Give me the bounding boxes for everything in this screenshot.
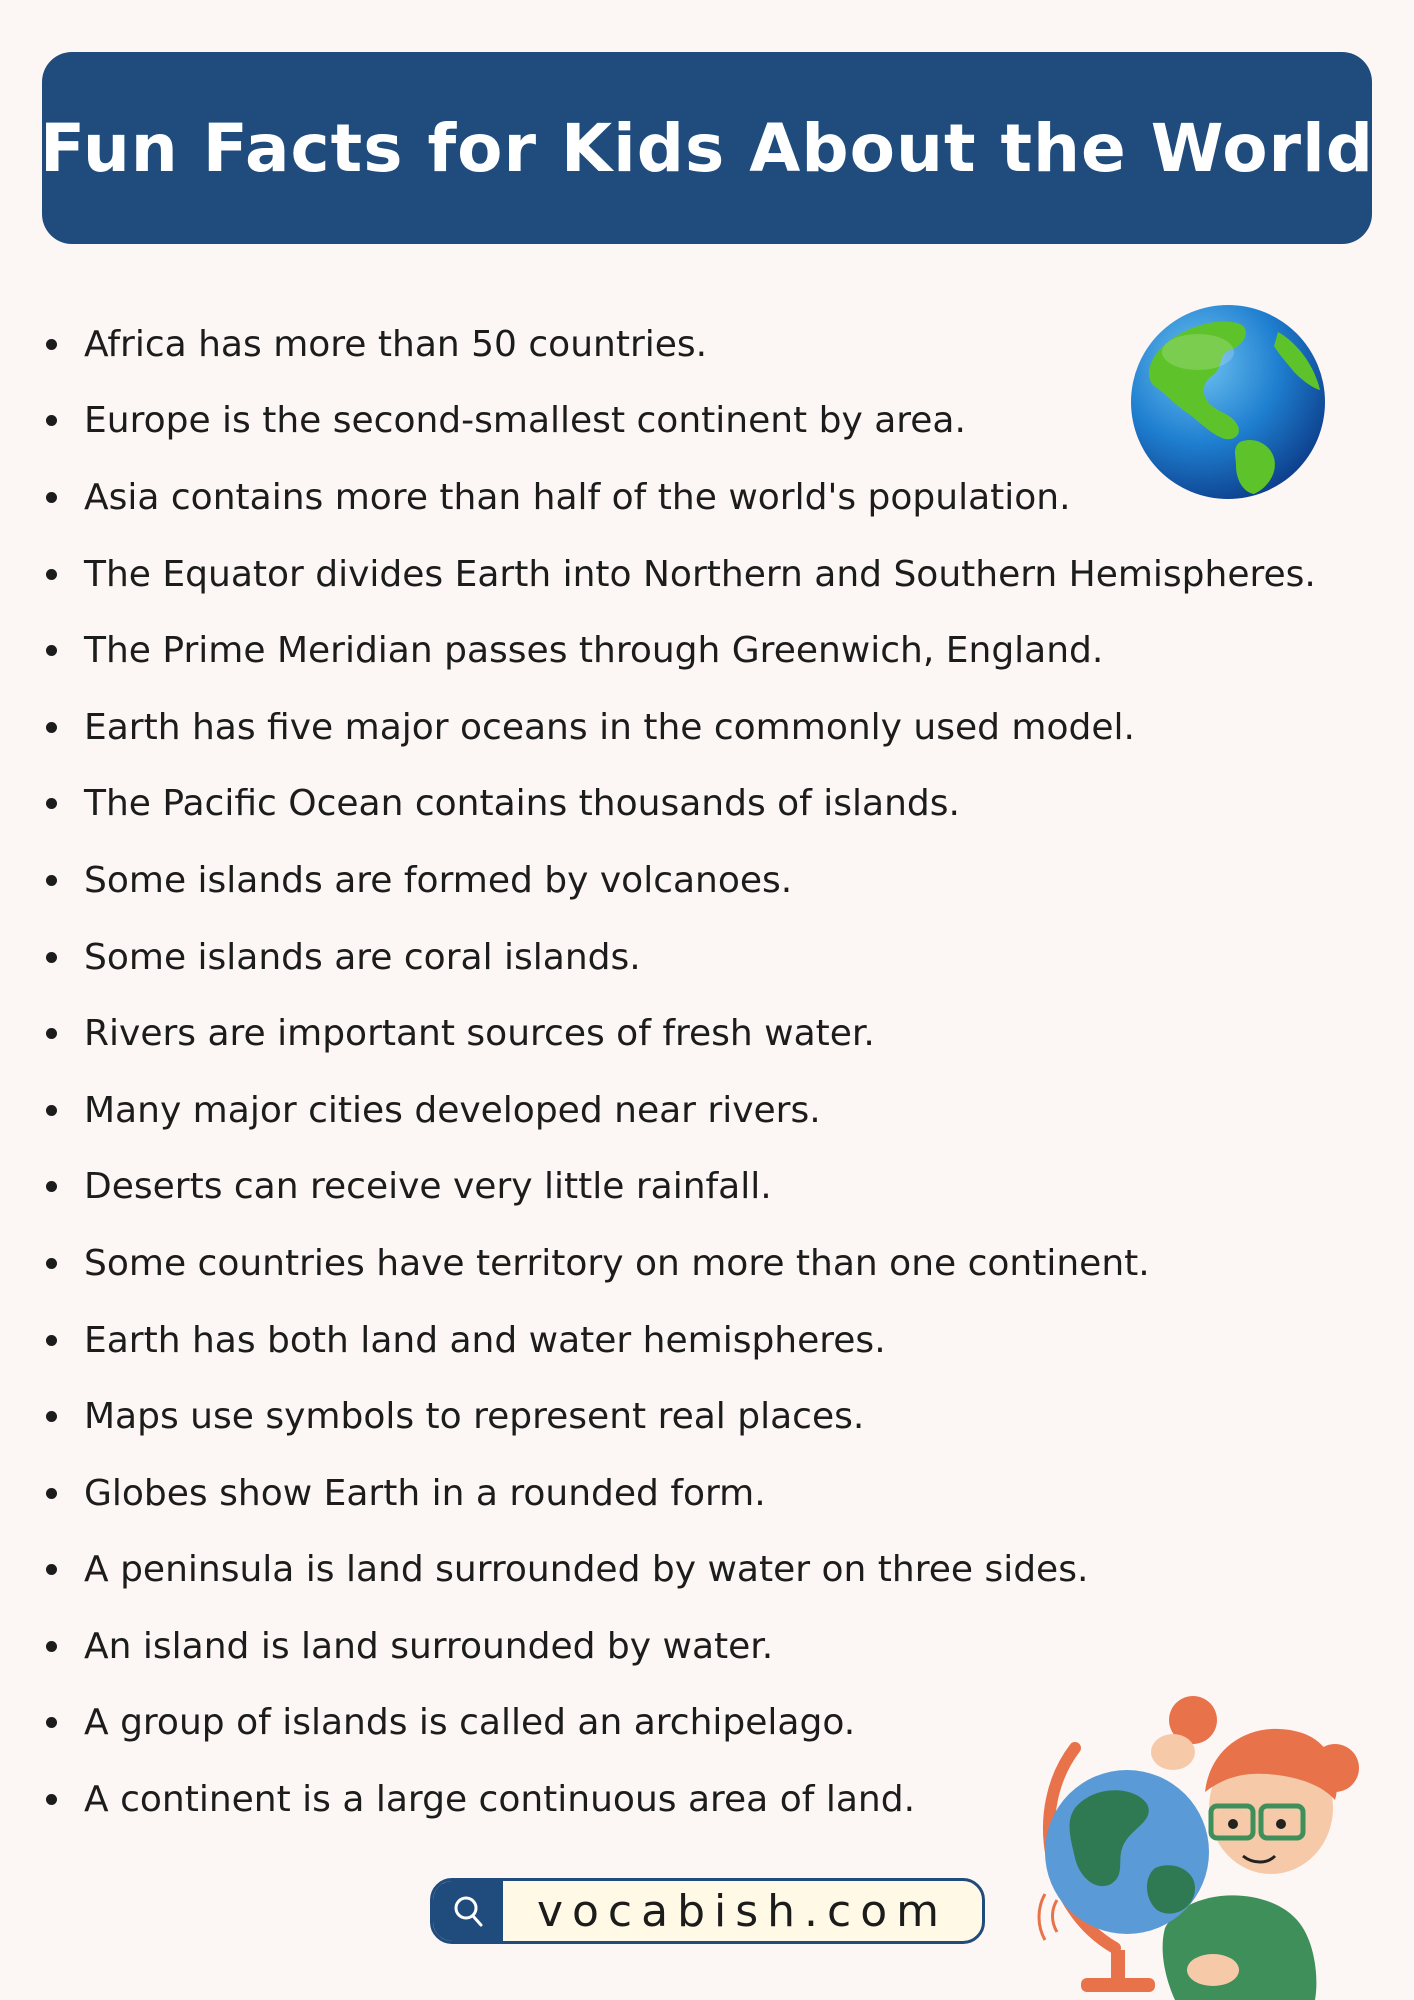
website-badge[interactable]	[430, 1878, 985, 1944]
list-item	[38, 1378, 1316, 1455]
search-icon	[451, 1894, 485, 1928]
bullet-icon	[46, 1794, 57, 1805]
list-item	[38, 1149, 1316, 1226]
list-item	[38, 1532, 1316, 1609]
bullet-icon	[46, 1411, 57, 1422]
bullet-icon	[46, 415, 57, 426]
fact-text: Asia contains more than half of the world's population.	[84, 476, 1071, 518]
fact-text: The Equator divides Earth into Northern and Southern Hemispheres.	[84, 553, 1316, 595]
fact-text: Rivers are important sources of fresh water.	[84, 1013, 875, 1055]
list-item	[38, 919, 1316, 996]
fact-text: Africa has more than 50 countries.	[84, 323, 708, 365]
bullet-icon	[46, 1641, 57, 1652]
bullet-icon	[46, 1564, 57, 1575]
title-banner	[42, 52, 1372, 244]
list-item	[38, 1302, 1316, 1379]
fact-text: Some countries have territory on more than one continent.	[84, 1242, 1150, 1284]
search-icon-box	[433, 1881, 503, 1941]
fact-text: An island is land surrounded by water.	[84, 1625, 774, 1667]
fact-text: Some islands are formed by volcanoes.	[84, 859, 793, 901]
fact-text: The Pacific Ocean contains thousands of islands.	[84, 783, 960, 825]
list-item	[38, 1608, 1316, 1685]
bullet-icon	[46, 1335, 57, 1346]
bullet-icon	[46, 339, 57, 350]
list-item	[38, 383, 1316, 460]
list-item	[38, 459, 1316, 536]
list-item	[38, 612, 1316, 689]
facts-list	[38, 306, 1316, 1838]
bullet-icon	[46, 1181, 57, 1192]
list-item	[38, 1072, 1316, 1149]
bullet-icon	[46, 1028, 57, 1039]
fact-text: Maps use symbols to represent real places.	[84, 1396, 865, 1438]
list-item	[38, 766, 1316, 843]
globe-icon	[1128, 302, 1328, 502]
bullet-icon	[46, 1258, 57, 1269]
bullet-icon	[46, 1105, 57, 1116]
bullet-icon	[46, 492, 57, 503]
fact-text: Deserts can receive very little rainfall.	[84, 1166, 772, 1208]
bullet-icon	[46, 1717, 57, 1728]
bullet-icon	[46, 645, 57, 656]
website-url: vocabish.com	[536, 1885, 949, 1937]
fact-text: Earth has five major oceans in the commonly used model.	[84, 706, 1135, 748]
fact-text: Some islands are coral islands.	[84, 936, 641, 978]
bullet-icon	[46, 722, 57, 733]
list-item	[38, 306, 1316, 383]
bullet-icon	[46, 1488, 57, 1499]
list-item	[38, 689, 1316, 766]
list-item	[38, 536, 1316, 613]
fact-text: A continent is a large continuous area of land.	[84, 1779, 916, 1821]
fact-text: Earth has both land and water hemispheres.	[84, 1319, 886, 1361]
list-item	[38, 995, 1316, 1072]
kid-with-globe-illustration	[1035, 1688, 1375, 2000]
fact-text: A group of islands is called an archipelago.	[84, 1702, 856, 1744]
bullet-icon	[46, 952, 57, 963]
bullet-icon	[46, 875, 57, 886]
fact-text: Many major cities developed near rivers.	[84, 1089, 821, 1131]
fact-text: Globes show Earth in a rounded form.	[84, 1472, 766, 1514]
list-item	[38, 1225, 1316, 1302]
bullet-icon	[46, 798, 57, 809]
page-title: Fun Facts for Kids About the World	[40, 109, 1374, 187]
list-item	[38, 842, 1316, 919]
fact-text: The Prime Meridian passes through Greenwich, England.	[84, 630, 1104, 672]
bullet-icon	[46, 569, 57, 580]
fact-text: A peninsula is land surrounded by water on three sides.	[84, 1549, 1089, 1591]
fact-text: Europe is the second-smallest continent by area.	[84, 400, 966, 442]
list-item	[38, 1455, 1316, 1532]
